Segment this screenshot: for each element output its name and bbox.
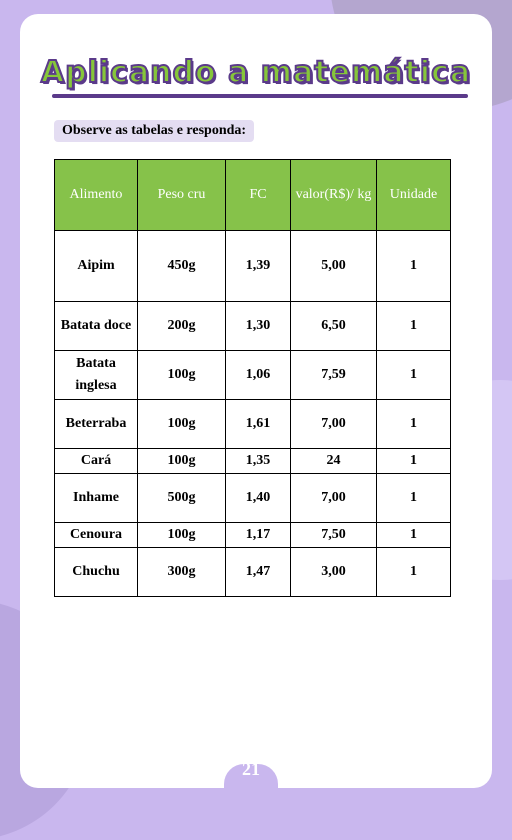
column-header-unidade: Unidade bbox=[377, 160, 451, 231]
cell-fc: 1,39 bbox=[226, 231, 291, 302]
cell-peso-cru: 100g bbox=[138, 400, 226, 449]
cell-peso-cru: 100g bbox=[138, 351, 226, 400]
table-row bbox=[55, 231, 451, 302]
cell-fc: 1,47 bbox=[226, 548, 291, 597]
cell-fc: 1,61 bbox=[226, 400, 291, 449]
cell-unidade: 1 bbox=[377, 449, 451, 474]
cell-valor: 5,00 bbox=[291, 231, 377, 302]
column-header-valor: valor(R$)/ kg bbox=[291, 160, 377, 231]
column-header-fc: FC bbox=[226, 160, 291, 231]
cell-alimento: Inhame bbox=[55, 474, 138, 523]
column-header-alimento: Alimento bbox=[55, 160, 138, 231]
cell-fc: 1,40 bbox=[226, 474, 291, 523]
table-row bbox=[55, 351, 451, 400]
cell-valor: 7,59 bbox=[291, 351, 377, 400]
cell-alimento: Batata inglesa bbox=[55, 351, 138, 400]
cell-alimento: Aipim bbox=[55, 231, 138, 302]
cell-unidade: 1 bbox=[377, 474, 451, 523]
cell-valor: 3,00 bbox=[291, 548, 377, 597]
cell-unidade: 1 bbox=[377, 400, 451, 449]
cell-valor: 6,50 bbox=[291, 302, 377, 351]
cell-unidade: 1 bbox=[377, 231, 451, 302]
table-row bbox=[55, 474, 451, 523]
cell-fc: 1,30 bbox=[226, 302, 291, 351]
cell-unidade: 1 bbox=[377, 351, 451, 400]
cell-unidade: 1 bbox=[377, 302, 451, 351]
page-number: 21 bbox=[224, 764, 278, 800]
cell-fc: 1,35 bbox=[226, 449, 291, 474]
cell-valor: 7,00 bbox=[291, 400, 377, 449]
table-row bbox=[55, 449, 451, 474]
cell-valor: 7,00 bbox=[291, 474, 377, 523]
cell-alimento: Batata doce bbox=[55, 302, 138, 351]
cell-peso-cru: 100g bbox=[138, 449, 226, 474]
cell-unidade: 1 bbox=[377, 548, 451, 597]
table-row bbox=[55, 548, 451, 597]
cell-fc: 1,17 bbox=[226, 523, 291, 548]
table-header-row bbox=[55, 160, 451, 231]
cell-peso-cru: 100g bbox=[138, 523, 226, 548]
title-underline bbox=[52, 94, 468, 98]
cell-alimento: Cará bbox=[55, 449, 138, 474]
cell-fc: 1,06 bbox=[226, 351, 291, 400]
table-row bbox=[55, 302, 451, 351]
page-title: Aplicando a matemática bbox=[40, 55, 472, 90]
cell-valor: 7,50 bbox=[291, 523, 377, 548]
cell-peso-cru: 500g bbox=[138, 474, 226, 523]
instruction-label: Observe as tabelas e responda: bbox=[54, 120, 254, 142]
cell-peso-cru: 300g bbox=[138, 548, 226, 597]
cell-peso-cru: 450g bbox=[138, 231, 226, 302]
table-row bbox=[55, 523, 451, 548]
cell-peso-cru: 200g bbox=[138, 302, 226, 351]
cell-alimento: Chuchu bbox=[55, 548, 138, 597]
cell-unidade: 1 bbox=[377, 523, 451, 548]
table-row bbox=[55, 400, 451, 449]
food-table bbox=[54, 159, 451, 597]
column-header-peso-cru: Peso cru bbox=[138, 160, 226, 231]
cell-valor: 24 bbox=[291, 449, 377, 474]
cell-alimento: Cenoura bbox=[55, 523, 138, 548]
cell-alimento: Beterraba bbox=[55, 400, 138, 449]
